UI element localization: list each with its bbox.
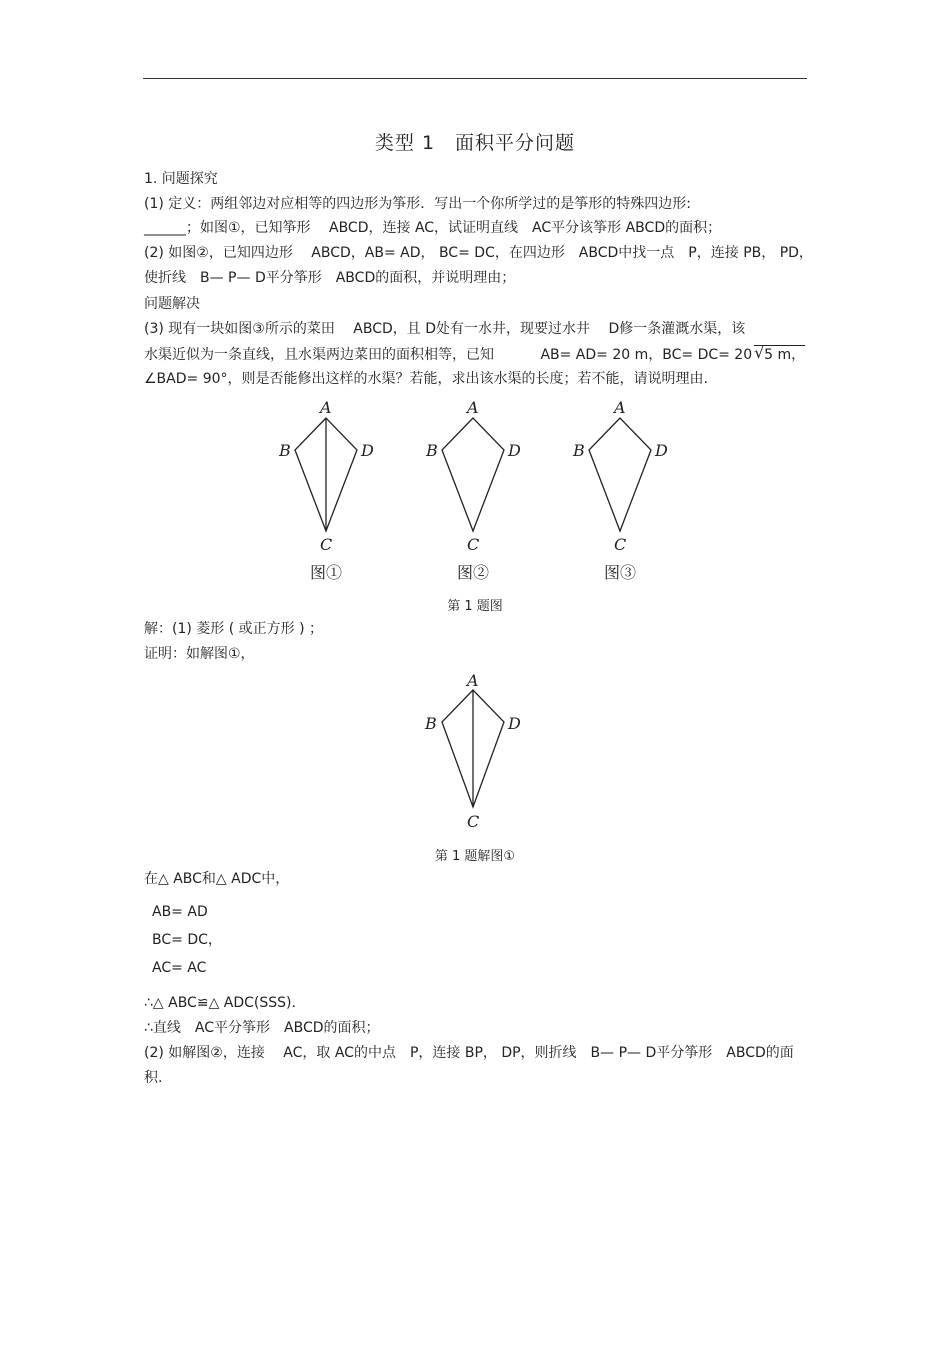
proof-conclusion-1: ∴△ ABC≌△ ADC(SSS)．	[144, 995, 306, 1011]
problem-text-6-main: 水渠近似为一条直线，且水渠两边菜田的面积相等，已知 AB= AD= 20 m，BC= DC= 20	[144, 347, 753, 363]
figures-row	[260, 398, 700, 588]
figure-3-caption: 图③	[604, 563, 637, 582]
solution-2-end: 积.	[144, 1070, 163, 1086]
sqrt-symbol	[754, 345, 805, 364]
figure-3-kite	[572, 398, 668, 582]
solution-figure-label-d: D	[508, 714, 521, 733]
problem-heading-solve: 问题解决	[144, 296, 200, 312]
figure-2-label-d: D	[508, 441, 521, 460]
figure-1-caption: 图①	[310, 563, 343, 582]
proof-eq-2: BC= DC，	[152, 932, 222, 948]
problem-text-3: (2) 如图②，已知四边形 ABCD，AB= AD， BC= DC，在四边形 ABCD中找一点 P，连接 PB， PD，	[144, 245, 813, 261]
figure-group-caption: 第 1 题图	[447, 599, 503, 614]
section-title: 类型 1 面积平分问题	[374, 132, 576, 154]
problem-number: 1. 问题探究	[144, 171, 218, 187]
figure-2-label-c: C	[467, 535, 480, 554]
figure-3-label-b: B	[573, 441, 585, 460]
proof-eq-3: AC= AC	[152, 960, 207, 976]
solution-proof-intro: 证明：如解图①，	[144, 646, 255, 662]
solution-figure-label-c: C	[467, 812, 480, 831]
figure-2-label-b: B	[426, 441, 438, 460]
solution-figure-caption: 第 1 题解图①	[434, 849, 516, 864]
problem-text-5: (3) 现有一块如图③所示的菜田 ABCD，且 D处有一水井，现要过水井 D修一条灌溉水渠，该	[144, 321, 746, 337]
sqrt-radicand-unit: 5 m，	[764, 347, 806, 363]
solution-figure-label-b: B	[425, 714, 437, 733]
header-rule	[143, 78, 807, 79]
figure-1-label-c: C	[320, 535, 333, 554]
solution-figure	[415, 672, 535, 837]
solution-figure-label-a: A	[467, 672, 479, 690]
figure-2-label-a: A	[467, 398, 479, 417]
problem-text-4: 使折线 B— P— D平分筝形 ABCD的面积，并说明理由；	[144, 270, 516, 286]
proof-conclusion-2: ∴直线 AC平分筝形 ABCD的面积；	[144, 1020, 380, 1036]
figure-1-label-b: B	[279, 441, 291, 460]
proof-eq-1: AB= AD	[152, 904, 208, 920]
figure-2-caption: 图②	[457, 563, 490, 582]
problem-text-1: (1) 定义：两组邻边对应相等的四边形为筝形．写出一个你所学过的是筝形的特殊四边形:	[144, 196, 691, 212]
figure-1-label-d: D	[361, 441, 374, 460]
proof-line-1: 在△ ABC和△ ADC中，	[144, 871, 290, 887]
figure-1-kite	[278, 398, 374, 582]
figure-2-kite	[425, 398, 521, 582]
sqrt-hook: √	[754, 343, 765, 362]
solution-1: 解：(1) 菱形 ( 或正方形 ) ；	[144, 621, 324, 637]
figure-3-label-a: A	[614, 398, 626, 417]
solution-2: (2) 如解图②，连接 AC，取 AC的中点 P，连接 BP， DP，则折线 B— P— D平分筝形 ABCD的面	[144, 1045, 794, 1061]
problem-text-2: ______；如图①，已知筝形 ABCD，连接 AC，试证明直线 AC平分该筝形 ABCD的面积；	[144, 220, 722, 236]
figure-1-label-a: A	[320, 398, 332, 417]
figure-3-label-c: C	[614, 535, 627, 554]
figure-3-label-d: D	[655, 441, 668, 460]
problem-text-6	[144, 345, 805, 364]
problem-text-7: ∠BAD= 90°，则是否能修出这样的水渠？若能，求出该水渠的长度；若不能，请说明理由.	[144, 371, 708, 387]
